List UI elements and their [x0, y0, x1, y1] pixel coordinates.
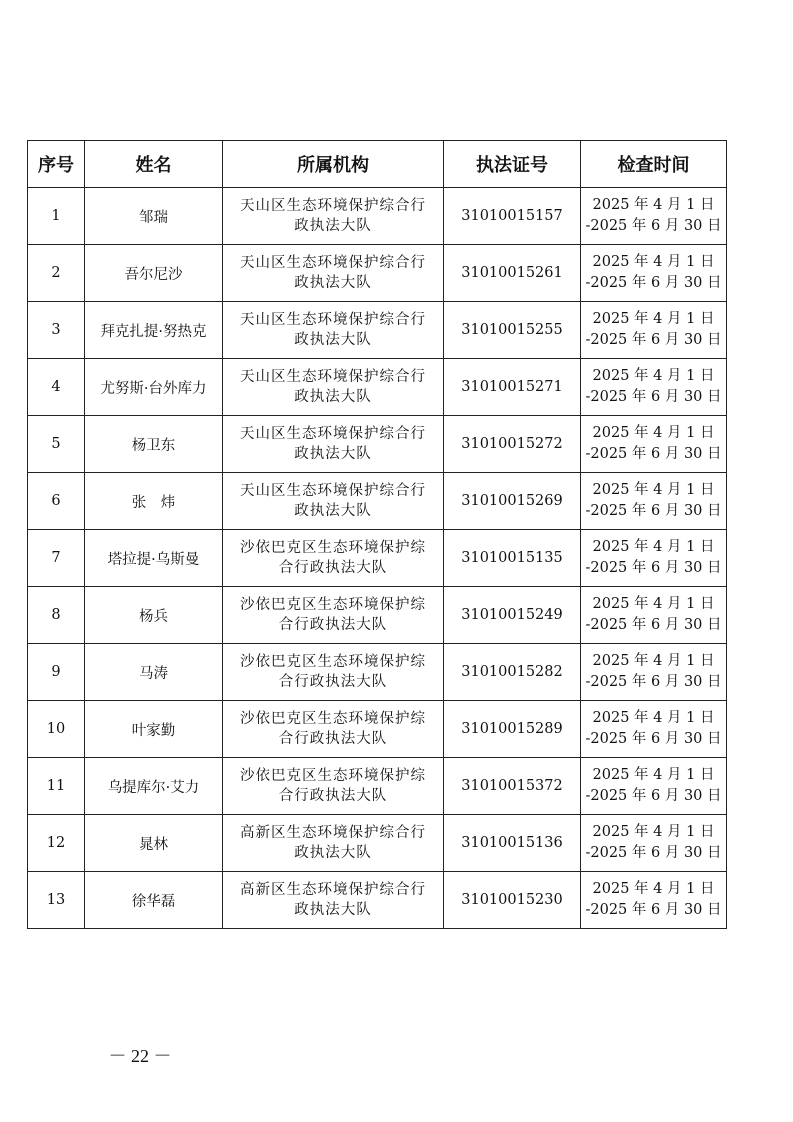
- cell-cert-text: 31010015269: [461, 493, 563, 509]
- inspector-table: [27, 140, 727, 929]
- cell-org-text: 沙依巴克区生态环境保护综: [240, 654, 426, 670]
- header-no: 序号: [28, 141, 85, 188]
- page-number: － 22 －: [108, 1046, 172, 1066]
- cell-cert: [444, 416, 581, 473]
- cell-org: [223, 302, 444, 359]
- header-cert: 执法证号: [444, 141, 581, 188]
- cell-org-text: 政执法大队: [294, 446, 372, 462]
- cell-date-text: -2025 年 6 月 30 日: [585, 731, 722, 747]
- header-name: 姓名: [85, 141, 223, 188]
- cell-name: [85, 473, 223, 530]
- cell-name: [85, 644, 223, 701]
- cell-date-text: -2025 年 6 月 30 日: [585, 503, 722, 519]
- cell-date-text: -2025 年 6 月 30 日: [585, 389, 722, 405]
- cell-date: [581, 416, 727, 473]
- cell-cert-text: 31010015157: [461, 208, 563, 224]
- cell-date-text: 2025 年 4 月 1 日: [592, 653, 715, 669]
- table-row: [28, 473, 727, 530]
- cell-org: [223, 530, 444, 587]
- cell-name-text: 塔拉提·乌斯曼: [107, 551, 200, 568]
- cell-no-text: 7: [51, 550, 61, 566]
- cell-no: [28, 815, 85, 872]
- cell-org-text: 政执法大队: [294, 845, 372, 861]
- cell-no-text: 9: [51, 664, 61, 680]
- cell-no-text: 1: [51, 208, 61, 224]
- cell-org-text: 合行政执法大队: [278, 617, 388, 633]
- cell-date: [581, 815, 727, 872]
- cell-name-text: 乌提库尔·艾力: [107, 779, 200, 796]
- cell-date-text: -2025 年 6 月 30 日: [585, 788, 722, 804]
- cell-cert: [444, 359, 581, 416]
- cell-date-text: 2025 年 4 月 1 日: [592, 425, 715, 441]
- cell-date-text: 2025 年 4 月 1 日: [592, 539, 715, 555]
- cell-no: [28, 587, 85, 644]
- cell-no: [28, 416, 85, 473]
- cell-no: [28, 473, 85, 530]
- cell-date: [581, 587, 727, 644]
- cell-org-text: 沙依巴克区生态环境保护综: [240, 768, 426, 784]
- cell-cert-text: 31010015249: [461, 607, 563, 623]
- cell-date-text: 2025 年 4 月 1 日: [592, 482, 715, 498]
- cell-date: [581, 245, 727, 302]
- cell-cert-text: 31010015271: [461, 379, 563, 395]
- cell-name: [85, 872, 223, 929]
- cell-date-text: 2025 年 4 月 1 日: [592, 710, 715, 726]
- table-row: [28, 758, 727, 815]
- table-row: [28, 188, 727, 245]
- header-org: 所属机构: [223, 141, 444, 188]
- cell-cert: [444, 758, 581, 815]
- cell-name-text: 杨兵: [139, 608, 168, 625]
- cell-name-text: 徐华磊: [131, 893, 176, 910]
- cell-no-text: 8: [51, 607, 61, 623]
- table-row: [28, 872, 727, 929]
- cell-org: [223, 359, 444, 416]
- cell-cert: [444, 587, 581, 644]
- cell-date-text: -2025 年 6 月 30 日: [585, 560, 722, 576]
- cell-cert: [444, 701, 581, 758]
- cell-no: [28, 872, 85, 929]
- cell-no-text: 10: [46, 721, 66, 737]
- cell-name: [85, 758, 223, 815]
- cell-no-text: 2: [51, 265, 61, 281]
- table-row: [28, 416, 727, 473]
- table-row: [28, 644, 727, 701]
- cell-org: [223, 587, 444, 644]
- cell-org-text: 天山区生态环境保护综合行: [240, 369, 426, 385]
- cell-org: [223, 473, 444, 530]
- cell-org-text: 高新区生态环境保护综合行: [240, 825, 426, 841]
- cell-date-text: -2025 年 6 月 30 日: [585, 845, 722, 861]
- cell-date: [581, 758, 727, 815]
- table-row: [28, 245, 727, 302]
- cell-org-text: 政执法大队: [294, 275, 372, 291]
- cell-cert-text: 31010015135: [461, 550, 563, 566]
- cell-org-text: 天山区生态环境保护综合行: [240, 198, 426, 214]
- cell-date-text: -2025 年 6 月 30 日: [585, 275, 722, 291]
- cell-name: [85, 188, 223, 245]
- cell-org-text: 政执法大队: [294, 332, 372, 348]
- cell-cert: [444, 245, 581, 302]
- table-header-row: [28, 141, 727, 188]
- cell-name-text: 邹瑞: [139, 209, 168, 226]
- cell-date-text: -2025 年 6 月 30 日: [585, 446, 722, 462]
- cell-name-text: 张 炜: [131, 494, 176, 511]
- cell-date-text: 2025 年 4 月 1 日: [592, 311, 715, 327]
- cell-date-text: 2025 年 4 月 1 日: [592, 767, 715, 783]
- cell-cert: [444, 188, 581, 245]
- cell-org-text: 天山区生态环境保护综合行: [240, 483, 426, 499]
- cell-name-text: 拜克扎提·努热克: [100, 323, 207, 340]
- cell-cert: [444, 302, 581, 359]
- cell-name: [85, 359, 223, 416]
- cell-no-text: 13: [46, 892, 66, 908]
- cell-no: [28, 245, 85, 302]
- cell-date-text: 2025 年 4 月 1 日: [592, 197, 715, 213]
- cell-org: [223, 872, 444, 929]
- cell-name: [85, 245, 223, 302]
- cell-org-text: 合行政执法大队: [278, 674, 388, 690]
- cell-name: [85, 815, 223, 872]
- table-row: [28, 587, 727, 644]
- cell-name: [85, 530, 223, 587]
- cell-cert: [444, 872, 581, 929]
- cell-date: [581, 872, 727, 929]
- cell-cert: [444, 473, 581, 530]
- cell-date-text: -2025 年 6 月 30 日: [585, 617, 722, 633]
- cell-cert: [444, 530, 581, 587]
- cell-cert-text: 31010015230: [461, 892, 563, 908]
- cell-no: [28, 644, 85, 701]
- cell-cert-text: 31010015282: [461, 664, 563, 680]
- cell-no-text: 12: [46, 835, 66, 851]
- cell-name-text: 晁林: [139, 836, 168, 853]
- cell-cert: [444, 644, 581, 701]
- cell-no: [28, 188, 85, 245]
- cell-cert-text: 31010015261: [461, 265, 563, 281]
- table-row: [28, 530, 727, 587]
- cell-name-text: 马涛: [139, 665, 168, 682]
- cell-date-text: 2025 年 4 月 1 日: [592, 824, 715, 840]
- cell-org-text: 政执法大队: [294, 218, 372, 234]
- cell-no: [28, 530, 85, 587]
- cell-org: [223, 245, 444, 302]
- cell-org: [223, 701, 444, 758]
- cell-cert-text: 31010015289: [461, 721, 563, 737]
- cell-date-text: 2025 年 4 月 1 日: [592, 368, 715, 384]
- cell-org-text: 政执法大队: [294, 389, 372, 405]
- cell-date: [581, 530, 727, 587]
- cell-no-text: 5: [51, 436, 61, 452]
- cell-date: [581, 701, 727, 758]
- cell-cert: [444, 815, 581, 872]
- cell-org: [223, 188, 444, 245]
- cell-org-text: 高新区生态环境保护综合行: [240, 882, 426, 898]
- cell-date-text: 2025 年 4 月 1 日: [592, 254, 715, 270]
- cell-org-text: 天山区生态环境保护综合行: [240, 426, 426, 442]
- cell-date: [581, 473, 727, 530]
- cell-cert-text: 31010015136: [461, 835, 563, 851]
- cell-org: [223, 815, 444, 872]
- cell-no: [28, 758, 85, 815]
- cell-name-text: 叶家勤: [131, 722, 176, 739]
- cell-name-text: 尤努斯·台外库力: [100, 380, 207, 397]
- cell-date: [581, 188, 727, 245]
- cell-org-text: 合行政执法大队: [278, 731, 388, 747]
- table-row: [28, 815, 727, 872]
- table-row: [28, 359, 727, 416]
- cell-org-text: 政执法大队: [294, 902, 372, 918]
- table-row: [28, 701, 727, 758]
- cell-no-text: 4: [51, 379, 61, 395]
- cell-date: [581, 644, 727, 701]
- cell-org: [223, 644, 444, 701]
- cell-name: [85, 416, 223, 473]
- cell-no-text: 3: [51, 322, 61, 338]
- cell-cert-text: 31010015255: [461, 322, 563, 338]
- cell-no: [28, 701, 85, 758]
- cell-org: [223, 416, 444, 473]
- cell-date: [581, 302, 727, 359]
- table-row: [28, 302, 727, 359]
- cell-org-text: 政执法大队: [294, 503, 372, 519]
- cell-org-text: 天山区生态环境保护综合行: [240, 312, 426, 328]
- cell-name: [85, 302, 223, 359]
- cell-name-text: 杨卫东: [131, 437, 176, 454]
- cell-org: [223, 758, 444, 815]
- cell-name-text: 吾尔尼沙: [124, 266, 183, 283]
- cell-date-text: -2025 年 6 月 30 日: [585, 218, 722, 234]
- cell-org-text: 天山区生态环境保护综合行: [240, 255, 426, 271]
- cell-date-text: -2025 年 6 月 30 日: [585, 902, 722, 918]
- cell-no-text: 11: [46, 778, 66, 794]
- cell-org-text: 沙依巴克区生态环境保护综: [240, 597, 426, 613]
- cell-org-text: 沙依巴克区生态环境保护综: [240, 540, 426, 556]
- cell-org-text: 沙依巴克区生态环境保护综: [240, 711, 426, 727]
- cell-no: [28, 359, 85, 416]
- cell-cert-text: 31010015272: [461, 436, 563, 452]
- cell-name: [85, 587, 223, 644]
- cell-date: [581, 359, 727, 416]
- cell-no-text: 6: [51, 493, 61, 509]
- cell-date-text: -2025 年 6 月 30 日: [585, 332, 722, 348]
- header-date: 检查时间: [581, 141, 727, 188]
- cell-name: [85, 701, 223, 758]
- cell-org-text: 合行政执法大队: [278, 560, 388, 576]
- cell-org-text: 合行政执法大队: [278, 788, 388, 804]
- cell-cert-text: 31010015372: [461, 778, 563, 794]
- cell-no: [28, 302, 85, 359]
- cell-date-text: 2025 年 4 月 1 日: [592, 596, 715, 612]
- cell-date-text: -2025 年 6 月 30 日: [585, 674, 722, 690]
- cell-date-text: 2025 年 4 月 1 日: [592, 881, 715, 897]
